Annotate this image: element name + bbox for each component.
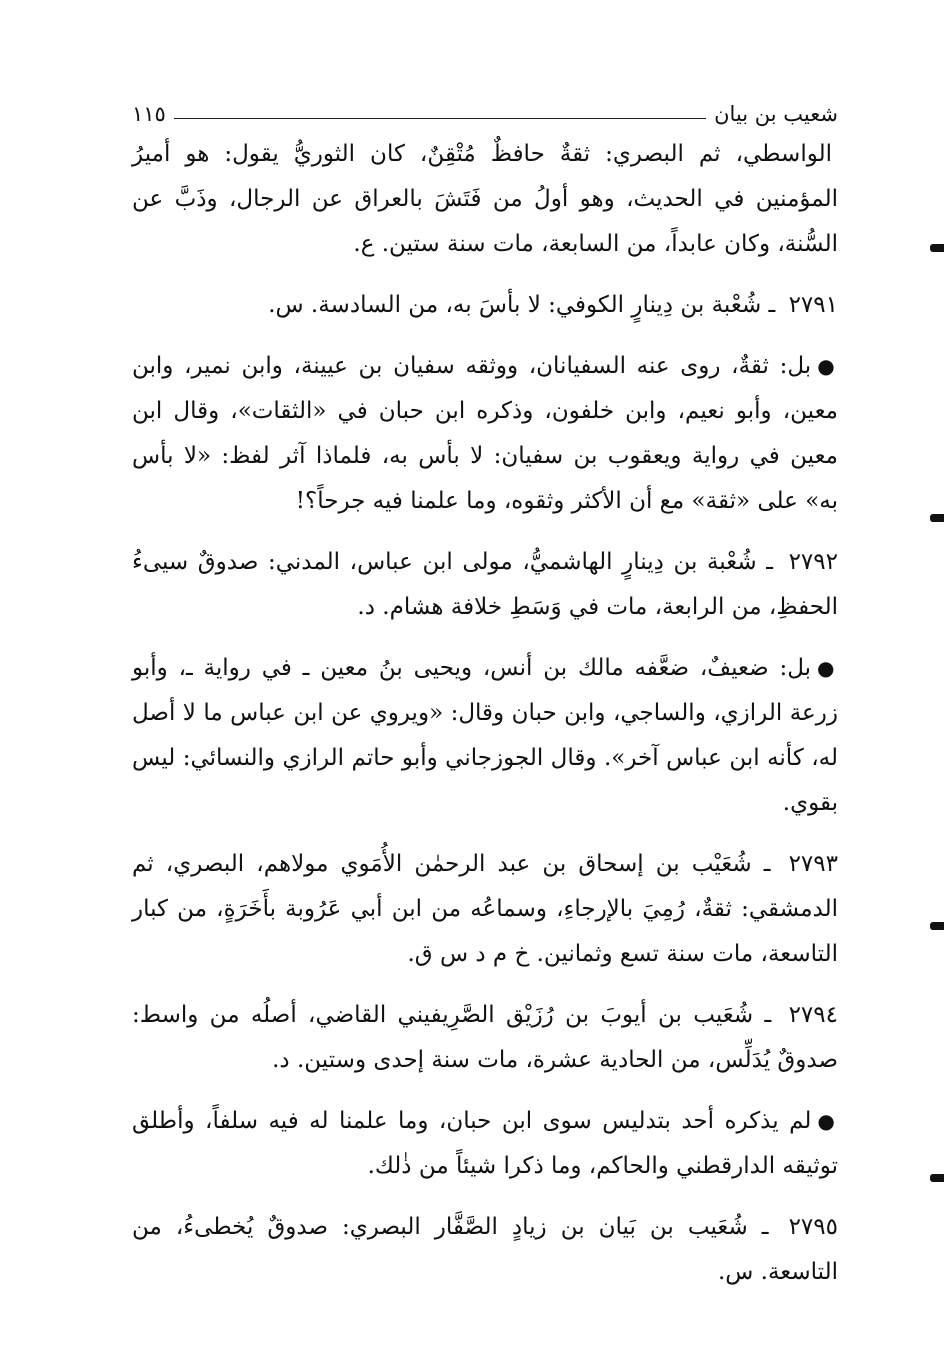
bullet-marker: ● bbox=[817, 656, 838, 680]
margin-mark bbox=[930, 1174, 944, 1182]
page-number: ١١٥ bbox=[132, 102, 166, 126]
margin-mark bbox=[930, 922, 944, 930]
paragraph bbox=[132, 646, 838, 826]
paragraph-text: بل: ضعيفٌ، ضعَّفه مالك بن أنس، ويحيى بنُ معين ـ في رواية ـ، وأبو زرعة الرازي، والساجي، وابن حبان وقال: «ويروي عن ابن عباس ما لا أصل له، كأنه ابن عباس آخر». وقال الجوزجاني وأبو حاتم الرازي والنسائي: ليس بقوي. bbox=[132, 655, 838, 816]
paragraph-text: بل: ثقةٌ، روى عنه السفيانان، ووثقه سفيان بن عيينة، وابن نمير، وابن معين، وأبو نعيم، وابن خلفون، وذكره ابن حبان في «الثقات»، وقال ابن معين في رواية ويعقوب بن سفيان: لا بأس به، فلماذا آثر لفظ: «لا بأس به» على «ثقة» مع أن الأكثر وثقوه، وما علمنا فيه جرحاً؟! bbox=[132, 353, 838, 514]
margin-mark bbox=[930, 514, 944, 522]
running-header bbox=[132, 92, 838, 126]
paragraph bbox=[132, 842, 838, 977]
paragraph-text: لم يذكره أحد بتدليس سوى ابن حبان، وما علمنا له فيه سلفاً، وأطلق توثيقه الدارقطني والحاكم، وما ذكرا شيئاً من ذٰلك. bbox=[132, 1108, 838, 1179]
paragraph bbox=[132, 540, 838, 630]
paragraph-text: ٢٧٩٣ ـ شُعَيْب بن إسحاق بن عبد الرحمٰن الأُمَوي مولاهم، البصري، ثم الدمشقي: ثقةٌ، رُمِيَ بالإرجاءِ، وسماعُه من ابن أبي عَرُوبة بأَخَرَةٍ، من كبار التاسعة، مات سنة تسع وثمانين. خ م د س ق. bbox=[132, 851, 838, 967]
paragraph bbox=[132, 344, 838, 524]
paragraph-text: ٢٧٩٥ ـ شُعَيب بن بَيان بن زيادٍ الصَّفَّار البصري: صدوقٌ يُخطىءُ، من التاسعة. س. bbox=[132, 1214, 838, 1285]
bullet-marker: ● bbox=[817, 1109, 839, 1133]
margin-mark bbox=[930, 244, 944, 252]
paragraph bbox=[132, 1099, 838, 1189]
paragraph bbox=[132, 283, 838, 328]
paragraph bbox=[132, 132, 838, 267]
paragraph-text: الواسطي، ثم البصري: ثقةٌ حافظٌ مُتْقِنٌ، كان الثوريُّ يقول: هو أميرُ المؤمنين في الحديث، وهو أولُ من فَتَشَ بالعراق عن الرجال، وذَبَّ عن السُّنة، وكان عابداً، من السابعة، مات سنة ستين. ع. bbox=[132, 141, 838, 257]
paragraph-text: ٢٧٩٢ ـ شُعْبة بن دِينارٍ الهاشميُّ، مولى ابن عباس، المدني: صدوقٌ سيىءُ الحفظِ، من الرابعة، مات في وَسَطِ خلافة هشام. د. bbox=[132, 549, 838, 620]
book-page bbox=[132, 92, 838, 1295]
paragraph bbox=[132, 1205, 838, 1295]
paragraph bbox=[132, 993, 838, 1083]
header-rule bbox=[174, 118, 706, 119]
bullet-marker: ● bbox=[817, 354, 838, 378]
paragraph-text: ٢٧٩١ ـ شُعْبة بن دِينارٍ الكوفي: لا بأسَ به، من السادسة. س. bbox=[268, 292, 838, 318]
paragraph-text: ٢٧٩٤ ـ شُعَيب بن أيوبَ بن رُزَيْق الصَّرِيفيني القاضي، أصلُه من واسط: صدوقٌ يُدَلِّس، من الحادية عشرة، مات سنة إحدى وستين. د. bbox=[132, 1002, 838, 1073]
running-title: شعيب بن بيان bbox=[714, 102, 838, 126]
